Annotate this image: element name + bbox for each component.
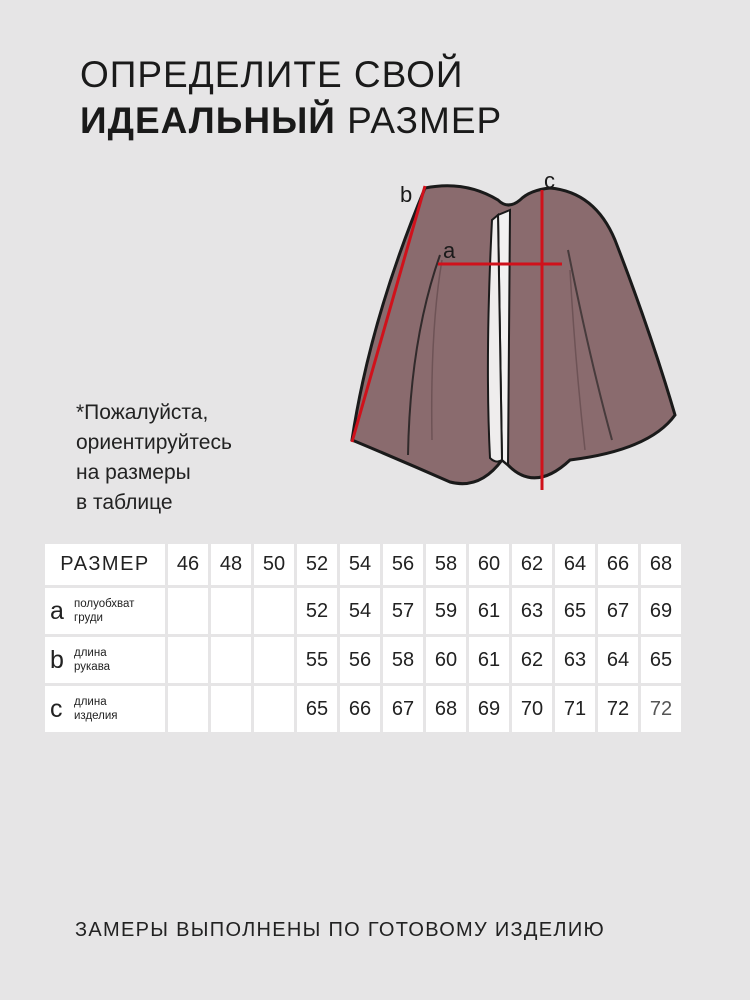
size-header-cell: 64 bbox=[555, 544, 595, 585]
row-label-cell bbox=[45, 588, 165, 634]
table-row-sleeve bbox=[45, 637, 681, 683]
table-cell: 63 bbox=[555, 637, 595, 683]
jacket-body bbox=[352, 186, 675, 484]
note-line: в таблице bbox=[76, 491, 173, 514]
note-line: на размеры bbox=[76, 461, 191, 484]
table-cell: 68 bbox=[426, 686, 466, 732]
row-description: длина изделия bbox=[74, 696, 118, 722]
row-description: длина рукава bbox=[74, 647, 111, 673]
size-header-row bbox=[45, 544, 681, 585]
size-header-cell: 56 bbox=[383, 544, 423, 585]
table-cell: 55 bbox=[297, 637, 337, 683]
size-header-cell: 58 bbox=[426, 544, 466, 585]
table-cell: 72 bbox=[598, 686, 638, 732]
row-label-cell bbox=[45, 637, 165, 683]
size-header-label: РАЗМЕР bbox=[45, 544, 165, 585]
diagram-label-c: c bbox=[544, 168, 555, 193]
table-cell: 66 bbox=[340, 686, 380, 732]
table-cell: 54 bbox=[340, 588, 380, 634]
row-letter: c bbox=[50, 694, 63, 723]
size-header-cell: 68 bbox=[641, 544, 681, 585]
table-cell: 57 bbox=[383, 588, 423, 634]
note-line: *Пожалуйста, bbox=[76, 401, 209, 424]
table-cell: 65 bbox=[297, 686, 337, 732]
table-cell: 64 bbox=[598, 637, 638, 683]
row-letter: a bbox=[50, 596, 64, 625]
table-cell bbox=[254, 637, 294, 683]
jacket-measurement-diagram bbox=[330, 160, 730, 505]
size-header-cell: 66 bbox=[598, 544, 638, 585]
footer-note: ЗАМЕРЫ ВЫПОЛНЕНЫ ПО ГОТОВОМУ ИЗДЕЛИЮ bbox=[75, 919, 606, 941]
table-row-length bbox=[45, 686, 681, 732]
table-cell bbox=[211, 588, 251, 634]
table-cell bbox=[211, 637, 251, 683]
size-header-cell: 50 bbox=[254, 544, 294, 585]
table-cell bbox=[254, 686, 294, 732]
table-cell: 61 bbox=[469, 637, 509, 683]
table-cell bbox=[254, 588, 294, 634]
page-title-rest: РАЗМЕР bbox=[335, 100, 503, 141]
table-cell: 65 bbox=[555, 588, 595, 634]
table-cell bbox=[168, 686, 208, 732]
table-cell: 63 bbox=[512, 588, 552, 634]
page-title-bold: ИДЕАЛЬНЫЙ bbox=[80, 100, 336, 141]
diagram-label-b: b bbox=[400, 182, 413, 207]
table-cell: 61 bbox=[469, 588, 509, 634]
table-cell: 56 bbox=[340, 637, 380, 683]
page-title-line-1: ОПРЕДЕЛИТЕ СВОЙ bbox=[80, 54, 464, 95]
table-cell: 72 bbox=[641, 686, 681, 732]
size-header-cell: 52 bbox=[297, 544, 337, 585]
size-header-cell: 62 bbox=[512, 544, 552, 585]
table-cell: 52 bbox=[297, 588, 337, 634]
table-cell bbox=[168, 588, 208, 634]
table-cell: 65 bbox=[641, 637, 681, 683]
table-cell: 67 bbox=[383, 686, 423, 732]
size-header-cell: 60 bbox=[469, 544, 509, 585]
table-cell: 58 bbox=[383, 637, 423, 683]
table-cell: 70 bbox=[512, 686, 552, 732]
page-title-line-2 bbox=[80, 100, 502, 142]
size-note bbox=[76, 398, 232, 518]
table-cell bbox=[211, 686, 251, 732]
table-cell: 67 bbox=[598, 588, 638, 634]
table-cell: 62 bbox=[512, 637, 552, 683]
table-cell bbox=[168, 637, 208, 683]
table-row-chest bbox=[45, 588, 681, 634]
size-table bbox=[42, 541, 684, 735]
row-label-cell bbox=[45, 686, 165, 732]
size-header-cell: 48 bbox=[211, 544, 251, 585]
table-cell: 69 bbox=[641, 588, 681, 634]
table-cell: 69 bbox=[469, 686, 509, 732]
size-header-cell: 54 bbox=[340, 544, 380, 585]
table-cell: 71 bbox=[555, 686, 595, 732]
row-description: полуобхват груди bbox=[74, 598, 135, 624]
table-cell: 60 bbox=[426, 637, 466, 683]
row-letter: b bbox=[50, 645, 64, 674]
table-cell: 59 bbox=[426, 588, 466, 634]
size-header-cell: 46 bbox=[168, 544, 208, 585]
note-line: ориентируйтесь bbox=[76, 431, 232, 454]
diagram-label-a: a bbox=[443, 238, 456, 263]
